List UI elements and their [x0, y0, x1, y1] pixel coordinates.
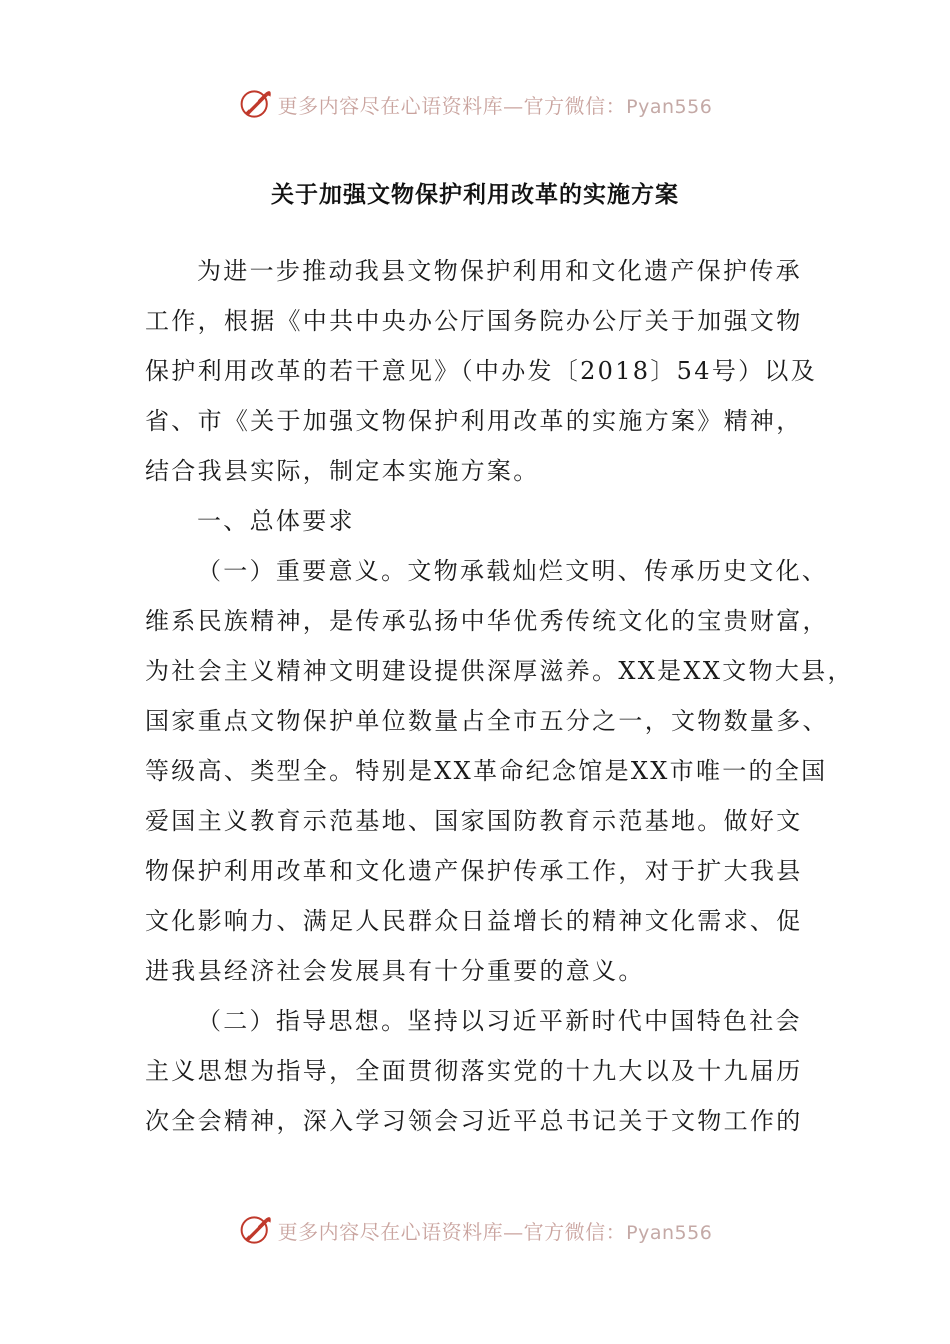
text-line: （一）重要意义。文物承载灿烂文明、传承历史文化、 — [197, 557, 829, 585]
text-line: 保护利用改革的若干意见》（中办发〔2018〕54号）以及 — [145, 357, 818, 385]
document-title: 关于加强文物保护利用改革的实施方案 — [271, 182, 679, 208]
text-line: 主义思想为指导，全面贯彻落实党的十九大以及十九届历 — [145, 1057, 803, 1085]
text-line: 省、市《关于加强文物保护利用改革的实施方案》精神， — [145, 407, 803, 435]
quill-logo-icon — [238, 1212, 274, 1248]
text-line: 文化影响力、满足人民群众日益增长的精神文化需求、促 — [145, 907, 803, 935]
paragraph-guiding-ideology — [145, 996, 810, 1146]
footer-watermark — [0, 1208, 950, 1252]
text-line: 一、总体要求 — [197, 507, 355, 535]
watermark-text: 更多内容尽在心语资料库—官方微信：Pyan556 — [277, 93, 713, 118]
text-line: 等级高、类型全。特别是XX革命纪念馆是XX市唯一的全国 — [145, 757, 828, 785]
text-line: 次全会精神，深入学习领会习近平总书记关于文物工作的 — [145, 1107, 803, 1135]
text-line: 为进一步推动我县文物保护利用和文化遗产保护传承 — [197, 257, 802, 285]
text-line: 结合我县实际，制定本实施方案。 — [145, 457, 540, 485]
text-line: 维系民族精神，是传承弘扬中华优秀传统文化的宝贵财富， — [145, 607, 829, 635]
watermark-contact: Pyan556 — [626, 1221, 713, 1244]
header-watermark — [0, 82, 950, 126]
text-line: （二）指导思想。坚持以习近平新时代中国特色社会 — [197, 1007, 802, 1035]
text-line: 进我县经济社会发展具有十分重要的意义。 — [145, 957, 645, 985]
text-line: 爱国主义教育示范基地、国家国防教育示范基地。做好文 — [145, 807, 803, 835]
text-line: 国家重点文物保护单位数量占全市五分之一，文物数量多、 — [145, 707, 829, 735]
text-line: 工作，根据《中共中央办公厅国务院办公厅关于加强文物 — [145, 307, 803, 335]
text-line: 为社会主义精神文明建设提供深厚滋养。XX是XX文物大县， — [145, 657, 854, 685]
text-line: 物保护利用改革和文化遗产保护传承工作，对于扩大我县 — [145, 857, 803, 885]
paragraph-significance — [145, 546, 854, 996]
watermark-text: 更多内容尽在心语资料库—官方微信：Pyan556 — [277, 1219, 713, 1244]
paragraph-intro — [145, 246, 818, 496]
section-heading — [145, 496, 810, 546]
watermark-contact: Pyan556 — [626, 95, 713, 118]
document-body — [145, 246, 854, 1146]
quill-logo-icon — [238, 86, 274, 122]
